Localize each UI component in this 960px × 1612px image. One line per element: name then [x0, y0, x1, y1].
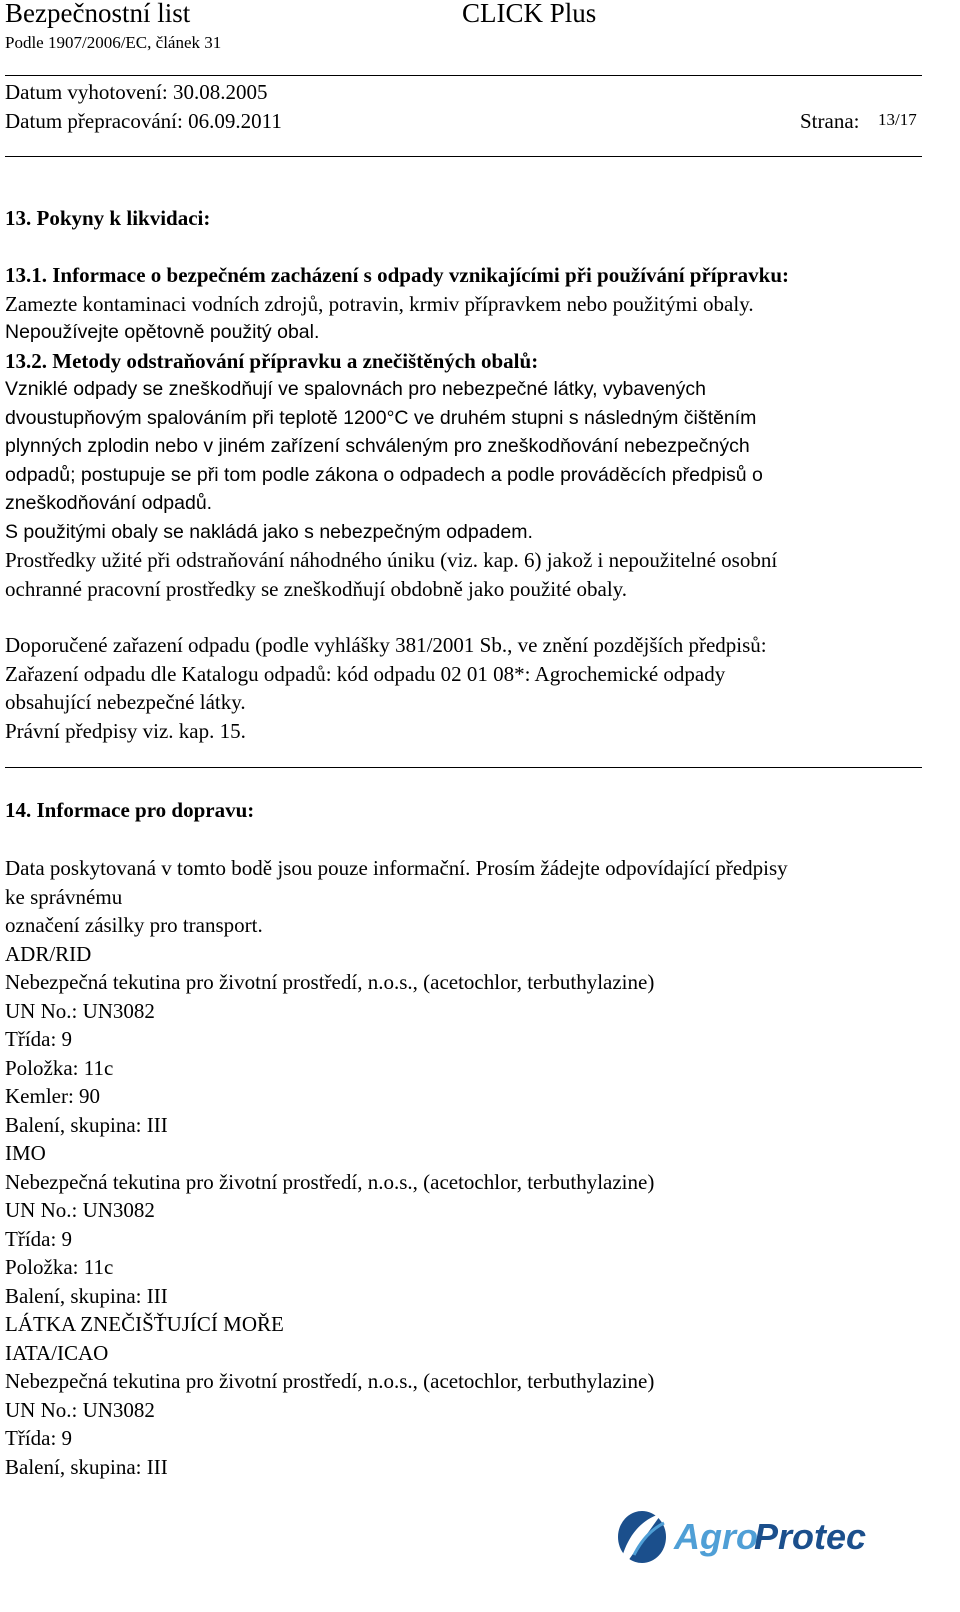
- section-14-body: [5, 854, 930, 1481]
- waste-classification: Doporučené zařazení odpadu (podle vyhlášky 381/2001 Sb., ve znění pozdějších předpisů:: [5, 633, 767, 657]
- page-number: 13/17: [878, 110, 917, 129]
- waste-classification: Právní předpisy viz. kap. 15.: [5, 718, 246, 743]
- document-title: Bezpečnostní list: [5, 0, 191, 28]
- section-13-1-text: Zamezte kontaminaci vodních zdrojů, potravin, krmiv přípravkem nebo použitými obaly.: [5, 291, 754, 316]
- product-name: CLICK Plus: [462, 0, 597, 28]
- section-13-2-text: Vzniklé odpady se zneškodňují ve spalovnách pro nebezpečné látky, vybavených: [5, 378, 706, 400]
- logo-text-agro: Agro: [674, 1516, 758, 1557]
- header-divider-bottom: [5, 156, 922, 157]
- section-13-2-text: odpadů; postupuje se při tom podle zákona o odpadech a podle prováděcích předpisů o: [5, 463, 763, 486]
- transport-line: Balení, skupina: III: [5, 1283, 168, 1308]
- transport-line: ke správnému: [5, 884, 123, 909]
- transport-line: Položka: 11c: [5, 1255, 114, 1279]
- means-note: ochranné pracovní prostředky se zneškodňují obdobně jako použité obaly.: [5, 576, 628, 601]
- transport-line: Nebezpečná tekutina pro životní prostředí, n.o.s., (acetochlor, terbuthylazine): [5, 970, 655, 994]
- transport-line: Položka: 11c: [5, 1055, 114, 1080]
- transport-line: ADR/RID: [5, 941, 92, 966]
- transport-line: Třída: 9: [5, 1027, 73, 1051]
- transport-line: IMO: [5, 1141, 46, 1165]
- section-divider: [5, 767, 922, 768]
- agroprotec-logo: [612, 1505, 872, 1569]
- transport-line: Data poskytovaná v tomto bodě jsou pouze informační. Prosím žádejte odpovídající předpisy: [5, 856, 788, 880]
- packaging-note: S použitými obaly se nakládá jako s nebezpečným odpadem.: [5, 520, 533, 543]
- waste-classification: obsahující nebezpečné látky.: [5, 690, 246, 714]
- transport-line: UN No.: UN3082: [5, 998, 155, 1023]
- date-created: Datum vyhotovení: 30.08.2005: [5, 80, 268, 104]
- transport-line: Nebezpečná tekutina pro životní prostředí, n.o.s., (acetochlor, terbuthylazine): [5, 1369, 655, 1393]
- waste-classification: Zařazení odpadu dle Katalogu odpadů: kód odpadu 02 01 08*: Agrochemické odpady: [5, 661, 726, 686]
- section-13-2-text: dvoustupňovým spalováním při teplotě 1200°C ve druhém stupni s následným čištěním: [5, 406, 757, 429]
- section-13-heading: 13. Pokyny k likvidaci:: [5, 206, 211, 230]
- section-13-2-text: zneškodňování odpadů.: [5, 492, 213, 514]
- transport-line: Balení, skupina: III: [5, 1454, 168, 1479]
- section-13-body: [5, 261, 930, 745]
- section-13-2-heading: 13.2. Metody odstraňování přípravku a znečištěných obalů:: [5, 348, 539, 373]
- transport-line: UN No.: UN3082: [5, 1198, 155, 1222]
- transport-line: označení zásilky pro transport.: [5, 913, 263, 937]
- section-13-2-text: plynných zplodin nebo v jiném zařízení schváleným pro zneškodňování nebezpečných: [5, 435, 750, 457]
- section-13-1-heading: 13.1. Informace o bezpečném zacházení s odpady vznikajícími při používání přípravku:: [5, 263, 789, 287]
- section-14-heading: 14. Informace pro dopravu:: [5, 798, 255, 822]
- date-revised: Datum přepracování: 06.09.2011: [5, 109, 282, 133]
- page-label: Strana:: [800, 109, 860, 133]
- transport-line: Třída: 9: [5, 1426, 73, 1450]
- transport-line: Nebezpečná tekutina pro životní prostředí, n.o.s., (acetochlor, terbuthylazine): [5, 1169, 655, 1194]
- transport-line: UN No.: UN3082: [5, 1397, 155, 1422]
- transport-line: LÁTKA ZNEČIŠŤUJÍCÍ MOŘE: [5, 1312, 284, 1336]
- transport-line: Třída: 9: [5, 1226, 73, 1251]
- means-note: Prostředky užité při odstraňování náhodného úniku (viz. kap. 6) jakož i nepoužitelné osobní: [5, 548, 778, 572]
- regulation-reference: Podle 1907/2006/EC, článek 31: [5, 33, 222, 52]
- header-divider-top: [5, 75, 922, 76]
- logo-text-protec: Protec: [754, 1516, 867, 1557]
- transport-line: IATA/ICAO: [5, 1340, 109, 1365]
- transport-line: Balení, skupina: III: [5, 1112, 168, 1137]
- transport-line: Kemler: 90: [5, 1084, 101, 1108]
- section-13-1-text: Nepoužívejte opětovně použitý obal.: [5, 321, 320, 343]
- leaf-icon: [618, 1511, 666, 1563]
